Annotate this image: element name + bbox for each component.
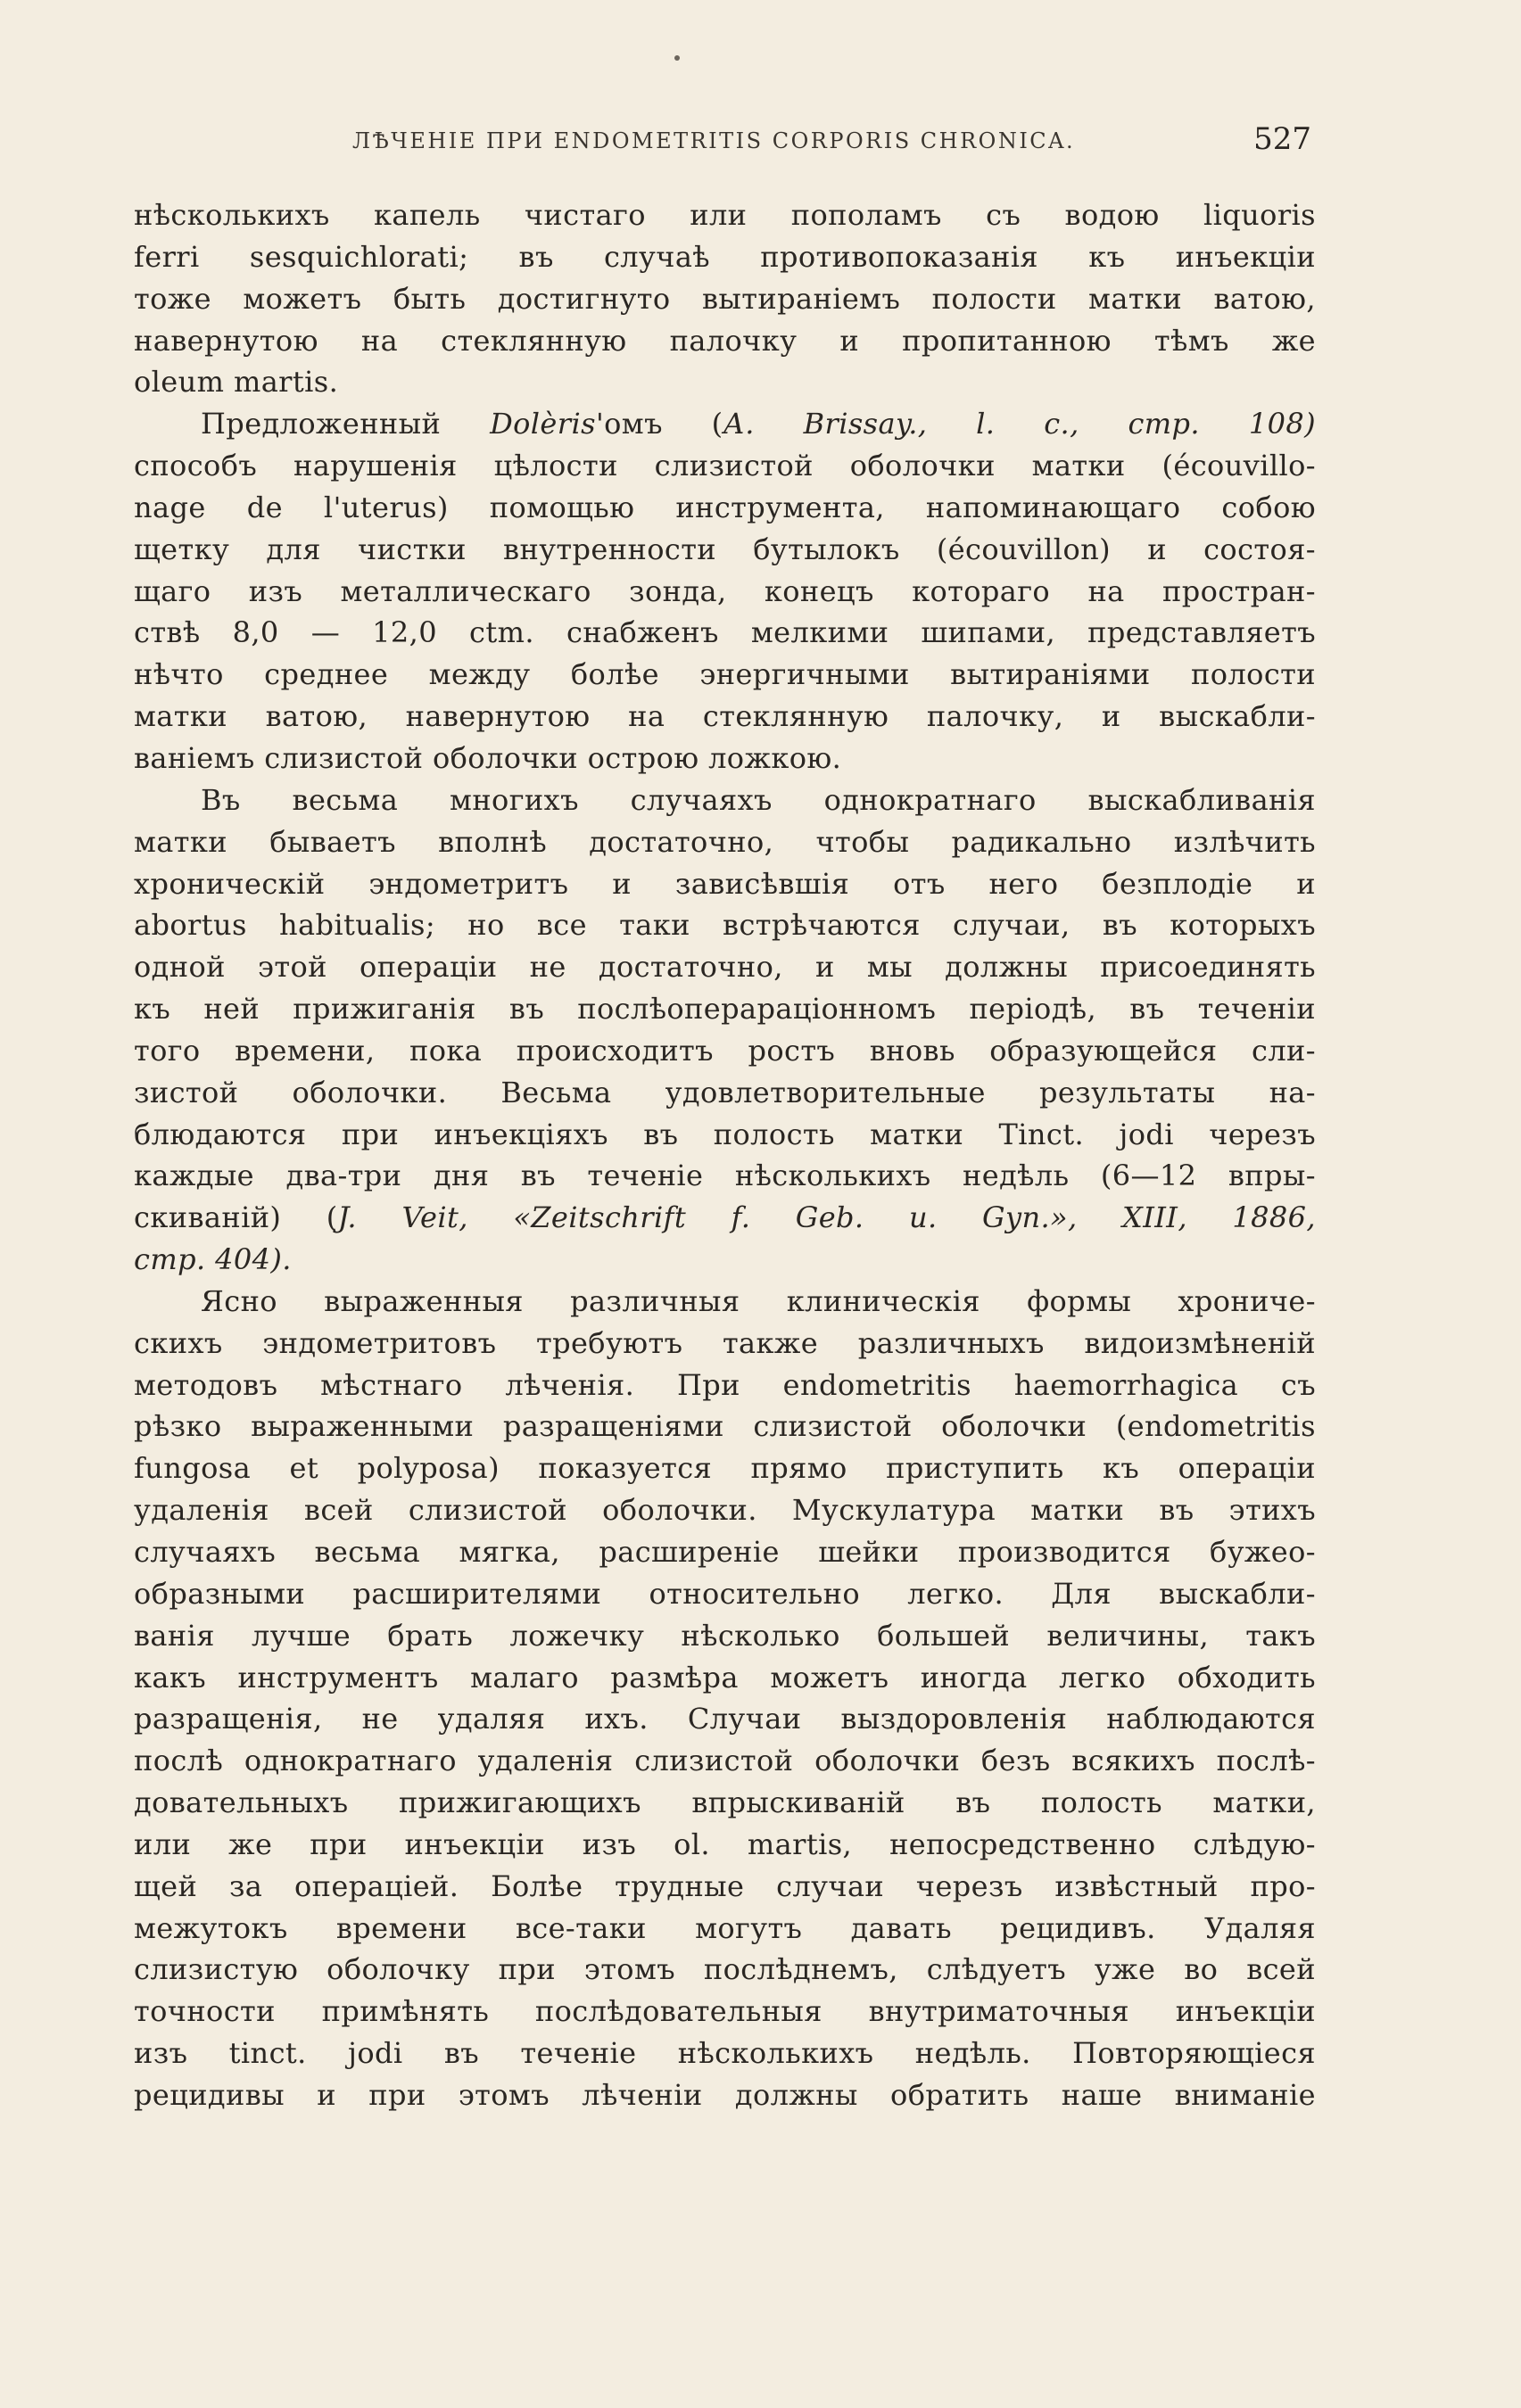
text-line <box>134 529 1316 571</box>
text-line <box>134 1114 1316 1156</box>
text-segment: послѣ однократнаго удаленія слизистой оболочки безъ всякихъ послѣ- <box>134 1744 1316 1778</box>
text-line <box>134 361 1316 403</box>
text-line <box>134 1155 1316 1197</box>
text-line <box>134 988 1316 1030</box>
text-line <box>134 904 1316 946</box>
text-segment: щаго изъ металлическаго зонда, конецъ котораго на простран- <box>134 573 1316 608</box>
text-segment: abortus habitualis; но все таки встрѣчаются случаи, въ которыхъ <box>134 908 1316 943</box>
text-line <box>134 654 1316 696</box>
text-segment: ванія лучше брать ложечку нѣсколько большей величины, такъ <box>134 1618 1316 1653</box>
text-line <box>134 1991 1316 2033</box>
text-segment: oleum martis. <box>134 365 339 400</box>
text-line <box>134 1824 1316 1866</box>
text-segment: рѣзко выраженными разращеніями слизистой оболочки (endometritis <box>134 1409 1316 1444</box>
text-line <box>134 1197 1316 1239</box>
text-line <box>134 779 1316 821</box>
text-line <box>134 1908 1316 1950</box>
text-segment: того времени, пока происходитъ ростъ вновь образующейся сли- <box>134 1033 1316 1068</box>
text-line <box>134 612 1316 654</box>
text-segment: нѣсколькихъ капель чистаго или пополамъ съ водою liquoris <box>134 198 1316 232</box>
text-line <box>134 696 1316 738</box>
text-segment: fungosa et polyposa) показуется прямо приступить къ операціи <box>134 1451 1316 1486</box>
text-segment: матки бываетъ вполнѣ достаточно, чтобы радикально излѣчить <box>134 824 1316 859</box>
text-line <box>134 821 1316 863</box>
text-segment: изъ tinct. jodi въ теченіе нѣсколькихъ недѣль. Повторяющіеся <box>134 2036 1316 2071</box>
text-segment: ваніемъ слизистой оболочки острою ложкою. <box>134 740 842 775</box>
text-line <box>134 1239 1316 1281</box>
text-line <box>134 236 1316 278</box>
text-line <box>134 2033 1316 2074</box>
text-segment: одной этой операціи не достаточно, и мы должны присоединять <box>134 950 1316 985</box>
text-line <box>134 1657 1316 1699</box>
text-line <box>134 278 1316 320</box>
text-line <box>134 320 1316 362</box>
italic-text: А. Brissay., l. c., стр. 108) <box>723 407 1316 441</box>
text-segment: щетку для чистки внутренности бутылокъ (écouvillon) и состоя- <box>134 532 1316 566</box>
text-line <box>134 1740 1316 1782</box>
text-line <box>134 1406 1316 1447</box>
italic-text: стр. 404). <box>134 1242 292 1277</box>
text-line <box>134 1489 1316 1531</box>
text-segment: скихъ эндометритовъ требуютъ также различныхъ видоизмѣненій <box>134 1325 1316 1360</box>
text-segment: скиваній) ( <box>134 1200 338 1235</box>
text-line <box>134 1615 1316 1657</box>
text-line <box>134 1782 1316 1824</box>
text-line <box>134 1447 1316 1489</box>
text-segment: слизистую оболочку при этомъ послѣднемъ, слѣдуетъ уже во всей <box>134 1952 1316 1987</box>
text-segment: зистой оболочки. Весьма удовлетворительные результаты на- <box>134 1075 1316 1109</box>
text-segment: случаяхъ весьма мягка, расширеніе шейки производится бужео- <box>134 1535 1316 1569</box>
text-segment: удаленія всей слизистой оболочки. Мускулатура матки въ этихъ <box>134 1493 1316 1528</box>
italic-text: Dolèris <box>490 407 596 441</box>
text-segment: навернутою на стеклянную палочку и пропитанною тѣмъ же <box>134 323 1316 358</box>
text-segment: образными расширителями относительно легко. Для выскабли- <box>134 1576 1316 1611</box>
text-line <box>134 1866 1316 1908</box>
running-title: ЛѢЧЕНІЕ ПРИ ENDOMETRITIS CORPORIS CHRONICA. <box>352 128 1076 153</box>
text-line <box>134 2074 1316 2116</box>
text-segment: Предложенный <box>201 407 491 441</box>
text-line <box>134 1281 1316 1323</box>
text-segment: nage de l'uterus) помощью инструмента, напоминающаго собою <box>134 490 1316 524</box>
running-head <box>138 121 1311 161</box>
text-line <box>134 738 1316 779</box>
body-text <box>134 194 1316 2116</box>
text-line <box>134 445 1316 487</box>
text-segment: какъ инструментъ малаго размѣра можетъ иногда легко обходить <box>134 1660 1316 1695</box>
text-segment: межутокъ времени все-таки могутъ давать рецидивъ. Удаляя <box>134 1910 1316 1945</box>
text-line <box>134 1030 1316 1072</box>
text-segment: хроническій эндометритъ и зависѣвшія отъ него безплодіе и <box>134 866 1316 901</box>
text-segment: блюдаются при инъекціяхъ въ полость матки Tinct. jodi черезъ <box>134 1117 1316 1151</box>
page-number: 527 <box>1253 121 1311 157</box>
text-segment: ствѣ 8,0 — 12,0 ctm. снабженъ мелкими шипами, представляетъ <box>134 615 1316 650</box>
text-segment: къ ней прижиганія въ послѣоперараціонномъ періодѣ, въ теченіи <box>134 992 1316 1027</box>
text-line <box>134 1949 1316 1991</box>
text-segment: матки ватою, навернутою на стеклянную палочку, и выскабли- <box>134 699 1316 734</box>
text-segment: Ясно выраженныя различныя клиническія формы хрониче- <box>201 1283 1316 1318</box>
text-segment: тоже можетъ быть достигнуто вытираніемъ полости матки ватою, <box>134 281 1316 316</box>
text-line <box>134 487 1316 529</box>
text-line <box>134 1531 1316 1573</box>
text-segment: 'омъ ( <box>595 407 723 441</box>
text-segment: методовъ мѣстнаго лѣченія. При endometritis haemorrhagica съ <box>134 1367 1316 1402</box>
text-line <box>134 194 1316 236</box>
text-segment: щей за операціей. Болѣе трудные случаи черезъ извѣстный про- <box>134 1868 1316 1903</box>
text-segment: способъ нарушенія цѣлости слизистой оболочки матки (écouvillo- <box>134 449 1316 483</box>
text-segment: точности примѣнять послѣдовательныя внутриматочныя инъекціи <box>134 1994 1316 2029</box>
text-line <box>134 863 1316 905</box>
text-segment: разращенія, не удаляя ихъ. Случаи выздоровленія наблюдаются <box>134 1702 1316 1736</box>
text-segment: ferri sesquichlorati; въ случаѣ противопоказанія къ инъекціи <box>134 239 1316 274</box>
text-line <box>134 1573 1316 1615</box>
text-line <box>134 1365 1316 1406</box>
text-line <box>134 946 1316 988</box>
text-line <box>134 571 1316 613</box>
text-segment: довательныхъ прижигающихъ впрыскиваній въ полость матки, <box>134 1785 1316 1820</box>
text-segment: каждые два-три дня въ теченіе нѣсколькихъ недѣль (6—12 впры- <box>134 1159 1316 1193</box>
text-segment: нѣчто среднее между болѣе энергичными вытираніями полости <box>134 657 1316 692</box>
text-segment: рецидивы и при этомъ лѣченіи должны обратить наше вниманіе <box>134 2077 1316 2112</box>
text-segment: или же при инъекціи изъ ol. martis, непосредственно слѣдую- <box>134 1827 1316 1861</box>
text-line <box>134 403 1316 445</box>
text-line <box>134 1072 1316 1114</box>
text-line <box>134 1698 1316 1740</box>
text-segment: Въ весьма многихъ случаяхъ однократнаго выскабливанія <box>201 782 1316 817</box>
text-line <box>134 1323 1316 1365</box>
printing-speck <box>674 55 680 61</box>
italic-text: J. Veit, «Zeitschrift f. Geb. u. Gyn.», XIII, 1886, <box>337 1200 1316 1235</box>
